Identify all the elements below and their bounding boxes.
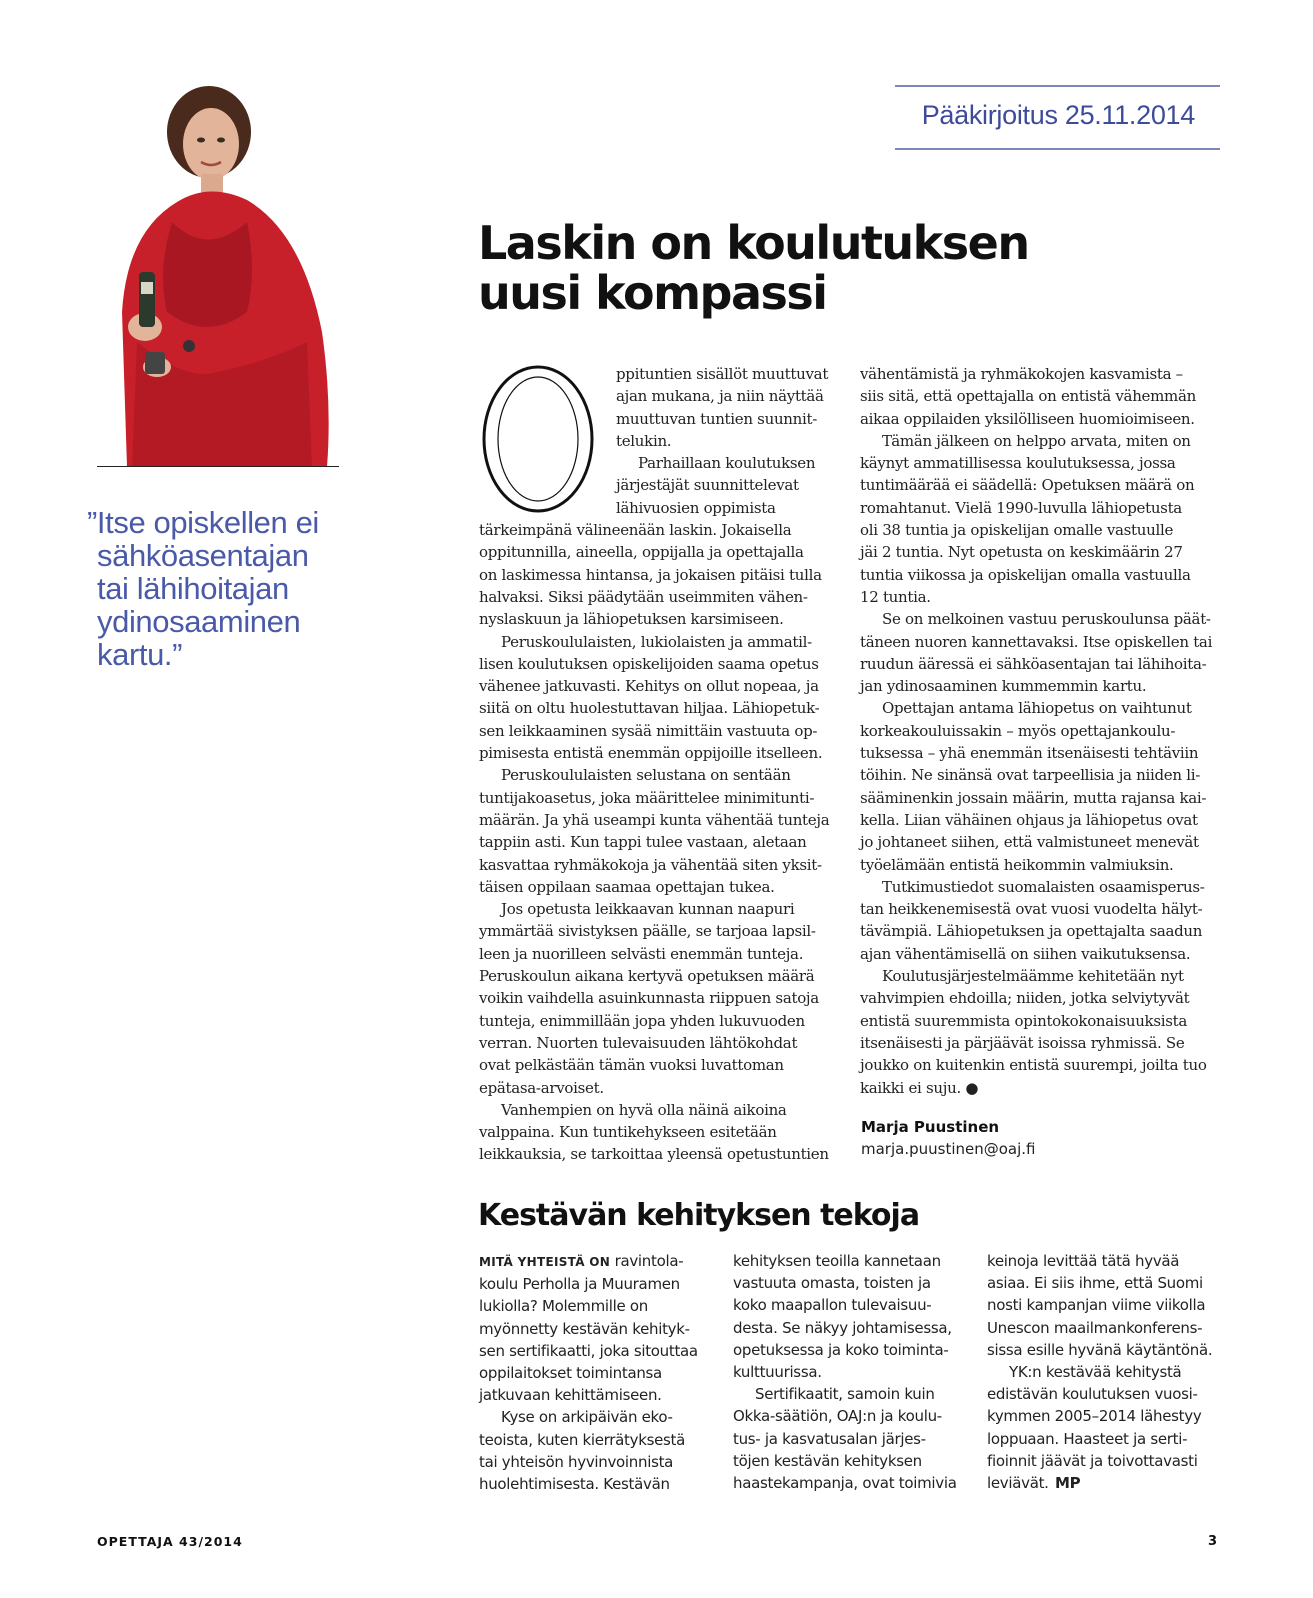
text-line: fioinnit jäävät ja toivottavasti bbox=[987, 1451, 1198, 1470]
text-line: asiaa. Ei siis ihme, että Suomi bbox=[987, 1274, 1203, 1293]
text-line: tus- ja kasvatusalan järjes- bbox=[733, 1429, 926, 1448]
text-fragment: ravintola- bbox=[610, 1252, 684, 1270]
text-line: koulu Perholla ja Muuramen bbox=[479, 1275, 680, 1294]
text-line: tunteja, enimmillään jopa yhden lukuvuoden bbox=[479, 1011, 805, 1030]
text-line: Sertifikaatit, samoin kuin bbox=[755, 1385, 935, 1404]
pull-quote-line: tai lähihoitajan bbox=[97, 571, 289, 606]
text-line: leen ja nuorilleen selvästi enemmän tunteja. bbox=[479, 944, 804, 963]
author-portrait bbox=[97, 82, 337, 467]
text-line: Okka-säätiön, OAJ:n ja koulu- bbox=[733, 1407, 942, 1426]
text-line: Jos opetusta leikkaavan kunnan naapuri bbox=[501, 900, 795, 919]
text-line: huolehtimisesta. Kestävän bbox=[479, 1475, 670, 1494]
text-line: vastuuta omasta, toisten ja bbox=[733, 1274, 931, 1293]
text-line: muuttuvan tuntien suunnit- bbox=[616, 409, 818, 428]
article-headline bbox=[478, 218, 1038, 318]
pull-quote-line: ydinosaaminen bbox=[97, 604, 301, 639]
sidebar-headline: Kestävän kehityksen tekoja bbox=[478, 1198, 920, 1233]
text-line: telukin. bbox=[616, 431, 672, 450]
text-line: ppituntien sisällöt muuttuvat bbox=[616, 365, 829, 383]
text-line: Parhaillaan koulutuksen bbox=[638, 454, 816, 473]
text-line: lisen koulutuksen opiskelijoiden saama opetus bbox=[479, 654, 819, 673]
text-line: jan ydinosaaminen kummemmin kartu. bbox=[860, 677, 1147, 696]
text-line: töjen kestävän kehityksen bbox=[733, 1451, 922, 1470]
text-line: Vanhempien on hyvä olla näinä aikoina bbox=[501, 1100, 787, 1119]
text-line: Opettajan antama lähiopetus on vaihtunut bbox=[882, 699, 1192, 718]
header-rule-bottom bbox=[895, 148, 1220, 150]
text-line: nosti kampanjan viime viikolla bbox=[987, 1296, 1206, 1315]
text-line: Koulutusjärjestelmäämme kehitetään nyt bbox=[882, 967, 1184, 986]
text-line: oppilaitokset toimintansa bbox=[479, 1364, 662, 1383]
text-line: kymmen 2005–2014 lähestyy bbox=[987, 1407, 1202, 1426]
text-line: halvaksi. Siksi päädytään useimmiten vähen- bbox=[479, 587, 808, 606]
text-line: ajan vähentämisellä on siihen vaikutuksensa. bbox=[860, 944, 1191, 963]
sidebar-column-1 bbox=[479, 1250, 719, 1495]
text-line: ruudun ääressä ei sähköasentajan tai lähihoita- bbox=[860, 654, 1207, 673]
page-number: 3 bbox=[1208, 1534, 1218, 1549]
text-line: Peruskoulun aikana kertyvä opetuksen määrä bbox=[479, 967, 815, 986]
text-line: vähenee jatkuvasti. Kehitys on ollut nopeaa, ja bbox=[479, 677, 819, 696]
text-line: tappiin asti. Kun tappi tulee vastaan, aletaan bbox=[479, 833, 807, 852]
text-line: työelämään entistä heikommin valmiuksin. bbox=[860, 855, 1174, 874]
text-line: sen sertifikaatti, joka sitouttaa bbox=[479, 1341, 698, 1360]
text-line: tuntimäärää ei säädellä: Opetuksen määrä on bbox=[860, 476, 1195, 495]
text-line: voikin vaihdella asuinkunnasta riippuen satoja bbox=[479, 989, 819, 1008]
text-line bbox=[479, 1250, 719, 1273]
text-line: korkeakouluissakin – myös opettajankoulu- bbox=[860, 721, 1176, 740]
text-line: Tämän jälkeen on helppo arvata, miten on bbox=[882, 431, 1191, 450]
text-line: verran. Nuorten tulevaisuuden lähtökohdat bbox=[479, 1033, 798, 1052]
sidebar-column-3 bbox=[987, 1250, 1227, 1494]
text-line: epätasa-arvoiset. bbox=[479, 1078, 604, 1097]
text-line: määrän. Ja yhä useampi kunta vähentää tunteja bbox=[479, 810, 830, 829]
run-in-heading: MITÄ YHTEISTÄ ON bbox=[479, 1255, 611, 1269]
text-line: teoista, kuten kierrätyksestä bbox=[479, 1430, 686, 1449]
text-line: tuntia viikossa ja opiskelijan omalla vastuulla bbox=[860, 565, 1191, 584]
text-line: tävämpiä. Lähiopetuksen ja opettajalta saadun bbox=[860, 922, 1203, 941]
text-line: oppitunnilla, aineella, oppijalla ja opettajalla bbox=[479, 543, 804, 562]
text-line: Se on melkoinen vastuu peruskoulunsa päät- bbox=[882, 610, 1211, 629]
text-line: loppuaan. Haasteet ja serti- bbox=[987, 1429, 1188, 1448]
pull-quote bbox=[87, 506, 347, 671]
text-line: tärkeimpänä välineenään laskin. Jokaisella bbox=[479, 521, 792, 540]
headline-line: uusi kompassi bbox=[478, 266, 827, 320]
text-line: kella. Liian vähäinen ohjaus ja lähiopetus ovat bbox=[860, 810, 1198, 829]
text-line: tai yhteisön hyvinvoinnista bbox=[479, 1452, 674, 1471]
text-line: keinoja levittää tätä hyvää bbox=[987, 1252, 1180, 1270]
text-line: entistä suuremmista opintokokonaisuuksista bbox=[860, 1011, 1188, 1030]
text-line: oli 38 tuntia ja opiskelijan omalle vastuulle bbox=[860, 521, 1174, 540]
text-line: kasvattaa ryhmäkokoja ja vähentää siten yksit- bbox=[479, 855, 822, 874]
byline-name: Marja Puustinen bbox=[861, 1118, 1000, 1136]
text-line: koko maapallon tulevaisuu- bbox=[733, 1296, 932, 1315]
article-column-1 bbox=[479, 363, 839, 1166]
text-line: on laskimessa hintansa, ja jokaisen pitäisi tulla bbox=[479, 565, 822, 584]
text-line: Unescon maailmankonferens- bbox=[987, 1318, 1203, 1337]
text-line: Kyse on arkipäivän eko- bbox=[501, 1408, 673, 1427]
text-line: nyslaskuun ja lähiopetuksen karsimiseen. bbox=[479, 610, 784, 629]
text-line: sen leikkaaminen sysää nimittäin vastuuta op- bbox=[479, 721, 818, 740]
text-line: desta. Se näkyy johtamisessa, bbox=[733, 1318, 952, 1337]
text-line: järjestäjät suunnittelevat bbox=[616, 476, 799, 495]
author-initials: MP bbox=[1055, 1474, 1081, 1493]
text-line: töihin. Ne sinänsä ovat tarpeellisia ja niiden li- bbox=[860, 766, 1200, 785]
text-line: sääminenkin jossain määrin, mutta rajansa kai- bbox=[860, 788, 1207, 807]
pull-quote-line: ”Itse opiskellen ei bbox=[87, 505, 319, 540]
byline-email[interactable]: marja.puustinen@oaj.fi bbox=[861, 1140, 1036, 1158]
text-line: leikkauksia, se tarkoittaa yleensä opetustuntien bbox=[479, 1145, 829, 1164]
text-line: Tutkimustiedot suomalaisten osaamisperus- bbox=[882, 877, 1205, 896]
text-line: romahtanut. Vielä 1990-luvulla lähiopetusta bbox=[860, 498, 1182, 517]
text-line: siis sitä, että opettajalla on entistä vähemmän bbox=[860, 387, 1196, 406]
text-line: sissa esille hyvänä käytäntönä. bbox=[987, 1340, 1213, 1359]
section-date: Pääkirjoitus 25.11.2014 bbox=[921, 100, 1195, 130]
text-line: lähivuosien oppimista bbox=[616, 498, 776, 517]
text-line: opetuksessa ja koko toiminta- bbox=[733, 1340, 949, 1359]
text-line: tuntijakoasetus, joka määrittelee minimitunti- bbox=[479, 788, 815, 807]
text-line: kehityksen teoilla kannetaan bbox=[733, 1252, 941, 1270]
pull-quote-line: sähköasentajan bbox=[97, 538, 309, 573]
header-rule-top bbox=[895, 85, 1220, 87]
text-line: haastekampanja, ovat toimivia bbox=[733, 1474, 957, 1493]
text-line: Peruskoululaisten selustana on sentään bbox=[501, 766, 791, 785]
text-line: tuksessa – yhä enemmän itsenäisesti tehtäviin bbox=[860, 744, 1199, 763]
text-line: tan heikkenemisestä ovat vuosi vuodelta hälyt- bbox=[860, 900, 1203, 919]
headline-line: Laskin on koulutuksen bbox=[478, 216, 1029, 270]
text-line: jäi 2 tuntia. Nyt opetusta on keskimäärin 27 bbox=[860, 543, 1183, 562]
portrait-rule bbox=[97, 466, 339, 467]
text-line: pimisesta entistä enemmän oppijoille itselleen. bbox=[479, 744, 823, 763]
text-line: YK:n kestävää kehitystä bbox=[1009, 1363, 1182, 1382]
text-line: myönnetty kestävän kehityk- bbox=[479, 1319, 690, 1338]
text-line: jatkuvaan kehittämiseen. bbox=[479, 1386, 662, 1405]
sidebar-column-2 bbox=[733, 1250, 973, 1494]
text-line: ymmärtää sivistyksen päälle, se tarjoaa lapsil- bbox=[479, 922, 816, 941]
text-line: edistävän koulutuksen vuosi- bbox=[987, 1385, 1198, 1404]
text-line: jo johtaneet siihen, että valmistuneet menevät bbox=[860, 833, 1199, 852]
text-line: aikaa oppilaiden yksilölliseen huomioimiseen. bbox=[860, 409, 1195, 428]
magazine-issue: OPETTAJA 43/2014 bbox=[97, 1534, 243, 1549]
text-line: itsenäisesti ja pärjäävät isoissa ryhmissä. Se bbox=[860, 1033, 1185, 1052]
text-line: ovat pelkästään tämän vuoksi luvattoman bbox=[479, 1056, 784, 1075]
text-line: leviävät. bbox=[987, 1474, 1049, 1493]
text-line: siitä on oltu huolestuttavan hiljaa. Lähiopetuk- bbox=[479, 699, 820, 718]
text-line: vahvimpien ehdoilla; niiden, jotka selviytyvät bbox=[860, 989, 1190, 1008]
text-line: 12 tuntia. bbox=[860, 587, 931, 606]
text-line: kulttuurissa. bbox=[733, 1363, 822, 1382]
text-line: ajan mukana, ja niin näyttää bbox=[616, 387, 824, 406]
text-line: vähentämistä ja ryhmäkokojen kasvamista – bbox=[860, 365, 1183, 383]
text-line: täisen oppilaan saamaa opettajan tukea. bbox=[479, 877, 775, 896]
article-column-2 bbox=[860, 363, 1220, 1099]
text-line: Peruskoululaisten, lukiolaisten ja ammatil- bbox=[501, 632, 812, 651]
text-line: käynyt ammatillisessa koulutuksessa, jossa bbox=[860, 454, 1176, 473]
text-line: täneen nuoren kannettavaksi. Itse opiskellen tai bbox=[860, 632, 1213, 651]
text-line: lukiolla? Molemmille on bbox=[479, 1297, 648, 1316]
pull-quote-line: kartu.” bbox=[97, 637, 183, 672]
text-line: joukko on kuitenkin entistä suurempi, joilta tuo bbox=[860, 1056, 1207, 1075]
text-line: valppaina. Kun tuntikehykseen esitetään bbox=[479, 1123, 777, 1142]
text-line: kaikki ei suju. ● bbox=[860, 1078, 979, 1097]
